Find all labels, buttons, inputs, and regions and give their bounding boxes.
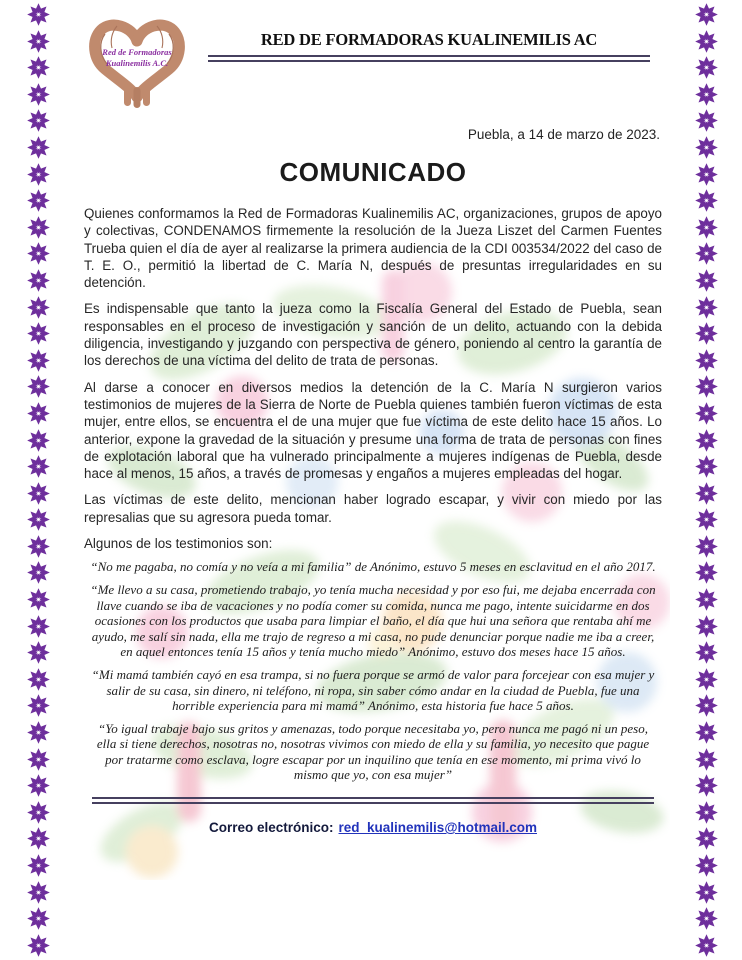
- asterisk-icon: [695, 748, 718, 771]
- testimony-quote: “No me pagaba, no comía y no veía a mi familia” de Anónimo, estuvo 5 meses en esclavitud en el año 2017.: [90, 559, 656, 575]
- asterisk-icon: [695, 349, 718, 372]
- asterisk-icon: [695, 136, 718, 159]
- asterisk-icon: [27, 429, 50, 452]
- asterisk-icon: [27, 322, 50, 345]
- email-link[interactable]: red_kualinemilis@hotmail.com: [338, 820, 537, 836]
- org-title-block: [190, 14, 662, 62]
- asterisk-icon: [695, 508, 718, 531]
- body-paragraph: Es indispensable que tanto la jueza como la Fiscalía General del Estado de Puebla, sean responsables en el proceso de investigación y sanción de un delito, actuando con la debida diligencia, investigando y juzgando con perspectiva de género, poniendo al centro la garantía de los derechos de una víctima del delito de trata de personas.: [84, 301, 662, 369]
- asterisk-icon: [27, 30, 50, 53]
- asterisk-icon: [27, 83, 50, 106]
- asterisk-icon: [27, 189, 50, 212]
- asterisk-icon: [27, 216, 50, 239]
- asterisk-icon: [695, 907, 718, 930]
- asterisk-icon: [695, 641, 718, 664]
- asterisk-icon: [27, 907, 50, 930]
- asterisk-icon: [695, 774, 718, 797]
- asterisk-icon: [695, 561, 718, 584]
- right-asterisk-border: [691, 3, 721, 957]
- asterisk-icon: [27, 535, 50, 558]
- document-content: [84, 0, 662, 835]
- asterisk-icon: [695, 56, 718, 79]
- body-paragraph: Las víctimas de este delito, mencionan haber logrado escapar, y vivir con miedo por las represalias que su agresora pueda tomar.: [84, 492, 662, 525]
- asterisk-icon: [695, 721, 718, 744]
- asterisk-icon: [695, 242, 718, 265]
- asterisk-icon: [27, 881, 50, 904]
- asterisk-icon: [695, 216, 718, 239]
- email-label: Correo electrónico:: [208, 820, 334, 836]
- document-header: [84, 0, 662, 108]
- asterisk-icon: [27, 588, 50, 611]
- asterisk-icon: [695, 402, 718, 425]
- asterisk-icon: [695, 269, 718, 292]
- asterisk-icon: [695, 375, 718, 398]
- asterisk-icon: [695, 827, 718, 850]
- org-name: RED DE FORMADORAS KUALINEMILIS AC: [260, 30, 598, 49]
- asterisk-icon: [27, 482, 50, 505]
- asterisk-icon: [695, 934, 718, 957]
- testimony-quote: “Yo igual trabaje bajo sus gritos y amenazas, todo porque necesitaba yo, pero nunca me pagó ni un peso, ella si tiene derechos, nosotras no, nosotras vivimos con miedo de ella y su familia, yo necesito que pague por tratarme como esclava, logre escapar por un inquilino que tenía en ese momento, mi prima vivó lo mismo que yo, con esa mujer”: [96, 720, 650, 783]
- asterisk-icon: [27, 774, 50, 797]
- body-paragraph: Quienes conformamos la Red de Formadoras Kualinemilis AC, organizaciones, grupos de apoyo y colectivas, CONDENAMOS firmemente la resolución de la Jueza Liszet del Carmen Fuentes Trueba quien el día de ayer al realizarse la primera audiencia de la CDI 003534/2022 del caso de T. E. O., permitió la libertad de C. María N, después de presuntas irregularidades en su detención.: [84, 206, 662, 291]
- email-line: [84, 820, 662, 835]
- date-line: Puebla, a 14 de marzo de 2023.: [467, 127, 660, 142]
- asterisk-icon: [695, 163, 718, 186]
- asterisk-icon: [695, 429, 718, 452]
- asterisk-icon: [27, 934, 50, 957]
- asterisk-icon: [695, 854, 718, 877]
- asterisk-icon: [27, 375, 50, 398]
- asterisk-icon: [27, 721, 50, 744]
- asterisk-icon: [695, 588, 718, 611]
- asterisk-icon: [27, 56, 50, 79]
- asterisk-icon: [27, 163, 50, 186]
- left-asterisk-border: [23, 3, 53, 957]
- asterisk-icon: [27, 748, 50, 771]
- asterisk-icon: [27, 269, 50, 292]
- asterisk-icon: [27, 561, 50, 584]
- body-paragraph: Al darse a conocer en diversos medios la detención de la C. María N surgieron varios testimonios de mujeres de la Sierra de Norte de Puebla quienes también fueron víctimas de esta mujer, entre ellos, se encuentra el de una mujer que fue víctima de este delito hace 15 años. Lo anterior, expone la gravedad de la situación y presume una forma de trata de personas con fines de explotación laboral que ha vulnerado principalmente a mujeres indígenas de Puebla, desde hace al menos, 15 años, a través de promesas y engaños a mujeres empleadas del hogar.: [84, 379, 662, 482]
- page-title: COMUNICADO: [279, 157, 467, 187]
- asterisk-icon: [27, 402, 50, 425]
- asterisk-icon: [27, 801, 50, 824]
- logo-caption-line2: Kualinemilis A.C.: [105, 58, 169, 68]
- asterisk-icon: [27, 827, 50, 850]
- asterisk-icon: [695, 30, 718, 53]
- testimonies-lead-in: Algunos de los testimonios son:: [84, 536, 273, 552]
- asterisk-icon: [27, 854, 50, 877]
- asterisk-icon: [695, 535, 718, 558]
- header-rule: [208, 55, 650, 62]
- asterisk-icon: [27, 641, 50, 664]
- asterisk-icon: [695, 83, 718, 106]
- testimony-quote: “Mi mamá también cayó en esa trampa, si no fuera porque se armó de valor para forcejear con esa mujer y salir de su casa, sin dinero, ni teléfono, ni ropa, sin saber cómo andar en la ciudad de Puebla, fue una horrible experiencia para mi mamá” Anónimo, esta historia fue hace 5 años.: [91, 666, 655, 714]
- asterisk-icon: [27, 296, 50, 319]
- asterisk-icon: [695, 694, 718, 717]
- asterisk-icon: [27, 109, 50, 132]
- asterisk-icon: [27, 694, 50, 717]
- asterisk-icon: [27, 615, 50, 638]
- logo-caption-line1: Red de Formadoras: [102, 47, 172, 57]
- testimony-quote: “Me llevo a su casa, prometiendo trabajo, yo tenía mucha necesidad y por eso fui, me dejaba encerrada con llave cuando se iba de vacaciones y no podía comer su comida, nunca me pago, intente suicidarme en dos ocasiones con los productos que usaba para limpiar el baño, el día que hui una señora que rentaba ahí me ayudo, me salí sin nada, ella me trajo de regreso a mi casa, no pude denunciar porque nadie me iba a creer, en aquel entonces tenía 15 años y tenía mucho miedo” Anónimo, estuvo dos meses hace 15 años.: [90, 581, 656, 660]
- asterisk-icon: [695, 801, 718, 824]
- asterisk-icon: [27, 668, 50, 691]
- asterisk-icon: [695, 881, 718, 904]
- asterisk-icon: [695, 189, 718, 212]
- asterisk-icon: [695, 322, 718, 345]
- asterisk-icon: [27, 455, 50, 478]
- asterisk-icon: [695, 109, 718, 132]
- asterisk-icon: [27, 508, 50, 531]
- asterisk-icon: [27, 3, 50, 26]
- asterisk-icon: [695, 482, 718, 505]
- asterisk-icon: [695, 615, 718, 638]
- asterisk-icon: [695, 296, 718, 319]
- org-logo: [84, 14, 190, 108]
- asterisk-icon: [27, 349, 50, 372]
- asterisk-icon: [695, 455, 718, 478]
- asterisk-icon: [695, 668, 718, 691]
- asterisk-icon: [695, 3, 718, 26]
- footer-rule: [92, 797, 654, 804]
- asterisk-icon: [27, 136, 50, 159]
- asterisk-icon: [27, 242, 50, 265]
